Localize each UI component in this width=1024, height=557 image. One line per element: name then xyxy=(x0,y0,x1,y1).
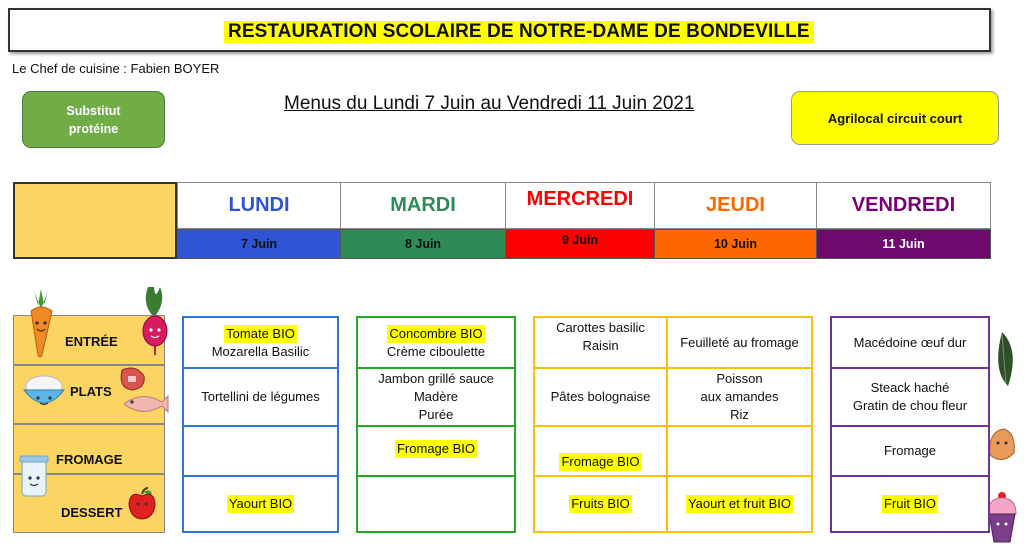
vendredi-fromage: Fromage xyxy=(883,442,937,458)
mardi-plat-line-2: Madère xyxy=(413,388,459,404)
vendredi-plat-cell xyxy=(832,368,988,425)
day-lundi: LUNDI xyxy=(177,182,341,229)
apple-icon xyxy=(126,486,158,522)
vendredi-dessert-cell xyxy=(832,476,988,531)
jeudi-entree-cell xyxy=(668,318,811,367)
jeudi-plat-cell xyxy=(668,368,811,425)
day-mercredi: MERCREDI xyxy=(506,182,655,229)
date-lundi: 7 Juin xyxy=(177,229,341,259)
date-jeudi: 10 Juin xyxy=(655,229,817,259)
vendredi-plat-line-1: Steack haché xyxy=(870,379,950,395)
header-corner xyxy=(13,182,177,259)
mardi-plat-line-3: Purée xyxy=(418,406,454,422)
title-banner xyxy=(8,8,991,52)
mardi-entree-cell xyxy=(358,318,514,367)
menu-card-mercredi-jeudi xyxy=(533,316,813,533)
mercredi-dessert-cell xyxy=(535,476,666,531)
jeudi-dessert: Yaourt et fruit BIO xyxy=(687,495,792,511)
mardi-fromage: Fromage BIO xyxy=(396,441,476,456)
mardi-entree-line-2: Crème ciboulette xyxy=(386,343,486,359)
day-jeudi: JEUDI xyxy=(655,182,817,229)
lundi-entree-cell xyxy=(184,318,337,367)
mercredi-fromage: Fromage BIO xyxy=(561,454,640,469)
lundi-entree-line-2: Mozarella Basilic xyxy=(211,343,310,359)
vendredi-entree-cell xyxy=(832,318,988,367)
jeudi-dessert-cell xyxy=(668,476,811,531)
mercredi-entree-cell xyxy=(535,318,666,367)
mardi-plat-line-1: Jambon grillé sauce xyxy=(378,370,494,386)
lundi-plat-cell xyxy=(184,368,337,425)
carrot-icon xyxy=(24,287,58,359)
date-vendredi: 11 Juin xyxy=(817,229,991,259)
page-title: RESTAURATION SCOLAIRE DE NOTRE-DAME DE BONDEVILLE xyxy=(224,21,814,43)
menu-title: Menus du Lundi 7 Juin au Vendredi 11 Juin 2021 xyxy=(284,93,695,114)
menu-card-mardi xyxy=(356,316,516,533)
plats-label: PLATS xyxy=(70,384,112,399)
jeudi-plat-line-1: Poisson xyxy=(716,370,763,386)
fromage-label: FROMAGE xyxy=(56,452,123,467)
chef-label: Le Chef de cuisine : Fabien BOYER xyxy=(12,61,220,76)
mercredi-fromage-cell xyxy=(535,426,666,475)
meat-fish-icon xyxy=(116,366,170,422)
radish-icon xyxy=(136,285,174,357)
vendredi-entree: Macédoine œuf dur xyxy=(853,334,967,350)
legend-substitut-proteine: Substitut protéine xyxy=(22,91,165,148)
mercredi-entree-line-2: Raisin xyxy=(582,338,619,353)
lundi-dessert: Yaourt BIO xyxy=(228,495,293,511)
dessert-label: DESSERT xyxy=(61,505,123,520)
rice-bowl-icon xyxy=(20,372,68,414)
vendredi-fromage-cell xyxy=(832,426,988,475)
day-mardi: MARDI xyxy=(341,182,506,229)
leaf-icon xyxy=(986,330,1018,390)
mercredi-plat-cell xyxy=(535,368,666,425)
vendredi-dessert: Fruit BIO xyxy=(883,495,936,511)
mardi-entree-line-1: Concombre BIO xyxy=(389,325,483,341)
mercredi-plat: Pâtes bolognaise xyxy=(550,388,651,404)
menu-card-vendredi xyxy=(830,316,990,533)
cheese-icon xyxy=(986,425,1018,465)
mercredi-entree-line-1: Carottes basilic xyxy=(556,320,645,335)
jeudi-entree: Feuilleté au fromage xyxy=(680,334,799,350)
mardi-plat-cell xyxy=(358,368,514,425)
menu-card-lundi xyxy=(182,316,339,533)
legend-agrilocal: Agrilocal circuit court xyxy=(791,91,999,145)
mardi-fromage-cell xyxy=(358,426,514,475)
mercredi-dessert: Fruits BIO xyxy=(571,495,630,511)
yogurt-icon xyxy=(18,454,50,500)
date-mardi: 8 Juin xyxy=(341,229,506,259)
lundi-dessert-cell xyxy=(184,476,337,531)
vendredi-plat-line-2: Gratin de chou fleur xyxy=(852,397,968,413)
day-vendredi: VENDREDI xyxy=(817,182,991,229)
entree-label: ENTRÉE xyxy=(65,334,118,349)
jeudi-plat-line-2: aux amandes xyxy=(700,388,779,404)
lundi-plat: Tortellini de légumes xyxy=(201,388,320,404)
lundi-entree-line-1: Tomate BIO xyxy=(226,325,295,341)
date-mercredi: 9 Juin xyxy=(506,229,655,259)
jeudi-plat-line-3: Riz xyxy=(730,406,749,422)
